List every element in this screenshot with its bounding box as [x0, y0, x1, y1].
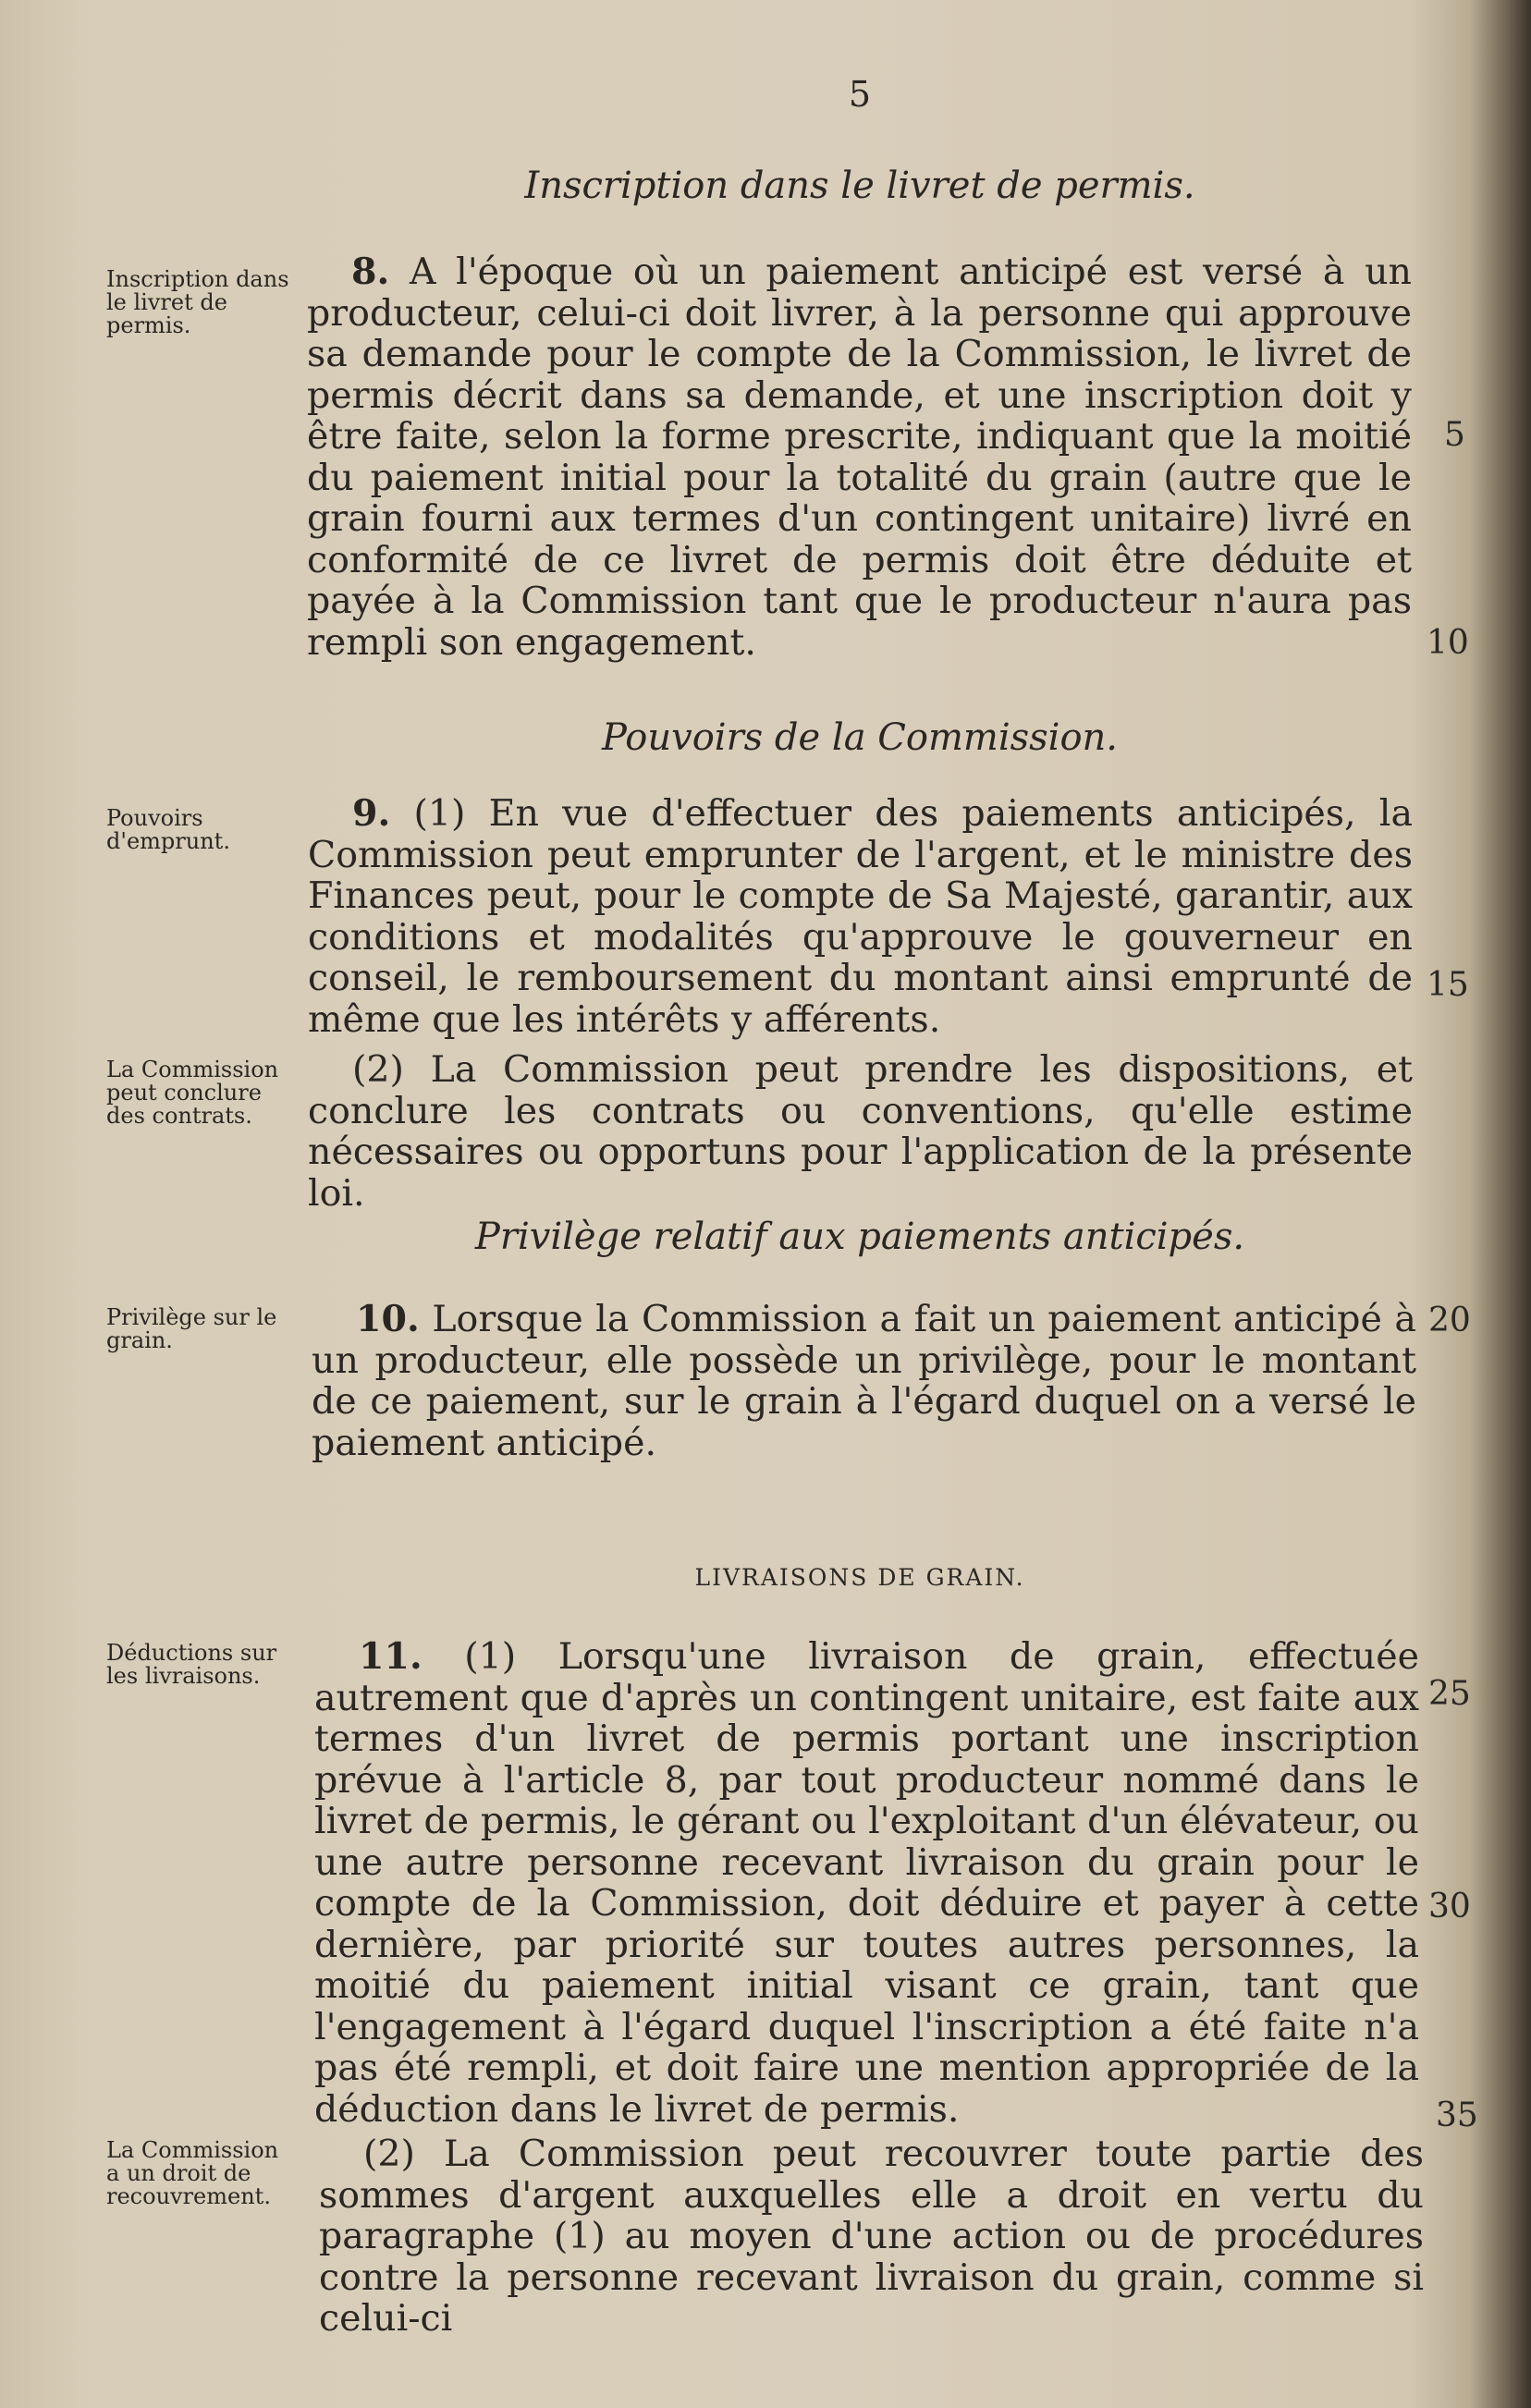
section-11-2: (2) La Commission peut recouvrer toute partie des sommes d'argent auxquelles elle a droit en vertu du paragraphe (1) au moyen d'une action ou de procédures contre la personne recevant livraison du grain, comme si celui-ci: [319, 2133, 1424, 2340]
heading-pouvoirs: Pouvoirs de la Commission.: [601, 716, 1119, 759]
page-number: 5: [848, 74, 872, 115]
section-10-text: Lorsque la Commission a fait un paiement anticipé à un producteur, elle possède un privilège, pour le montant de ce paiement, sur le grain à l'égard duquel on a versé le paiement anticipé.: [312, 1298, 1416, 1464]
section-8-number: 8.: [351, 251, 390, 293]
section-8-text: A l'époque où un paiement anticipé est versé à un producteur, celui-ci doit livrer, à la personne qui approuve sa demande pour le compte de la Commission, le livret de permis décrit dans sa demande, et une inscription doit y être faite, selon la forme prescrite, indiquant que la moitié du paiement initial pour la totalité du grain (autre que le grain fourni aux termes d'un contingent unitaire) livré en conformité de ce livret de permis doit être déduite et payée à la Commission tant que le producteur n'aura pas rempli son engagement.: [307, 251, 1412, 664]
marginal-note-inscription: Inscription dans le livret de permis.: [106, 266, 289, 338]
section-9-1-text: (1) En vue d'effectuer des paiements anticipés, la Commission peut emprunter de l'argent, et le ministre des Finances peut, pour le compte de Sa Majesté, garantir, aux conditions et modalités qu'approuve le gouverneur en conseil, le remboursement du montant ainsi emprunté de même que les intérêts y afférents.: [308, 792, 1413, 1041]
marginal-note-contrats: La Commission peut conclure des contrats.: [106, 1057, 279, 1129]
section-9-number: 9.: [352, 792, 391, 835]
line-number-20: 20: [1428, 1302, 1471, 1339]
heading-inscription: Inscription dans le livret de permis.: [524, 165, 1195, 207]
line-number-35: 35: [1436, 2096, 1478, 2134]
line-number-25: 25: [1428, 1675, 1471, 1713]
line-number-15: 15: [1427, 966, 1469, 1004]
section-9-2: (2) La Commission peut prendre les dispositions, et conclure les contrats ou conventions, qu'elle estime nécessaires ou opportuns pour l'application de la présente loi.: [308, 1048, 1413, 1215]
section-11-1-text: (1) Lorsqu'une livraison de grain, effectuée autrement que d'après un contingent unitaire, est faite aux termes d'un livret de permis portant une inscription prévue à l'article 8, par tout producteur nommé dans le livret de permis, le gérant ou l'exploitant d'un élévateur, ou une autre personne recevant livraison du grain pour le compte de la Commission, doit déduire et payer à cette dernière, par priorité sur toutes autres personnes, la moitié du paiement initial visant ce grain, tant que l'engagement à l'égard duquel l'inscription a été faite n'a pas été rempli, et doit faire une mention appropriée de la déduction dans le livret de permis.: [314, 1635, 1419, 2131]
marginal-note-privilege: Privilège sur le grain.: [106, 1304, 277, 1353]
section-10-number: 10.: [356, 1298, 420, 1340]
line-number-10: 10: [1427, 624, 1469, 662]
heading-livraisons: LIVRAISONS DE GRAIN.: [694, 1564, 1025, 1591]
marginal-note-recouvrement: La Commission a un droit de recouvrement.: [106, 2137, 279, 2209]
section-10: [312, 1299, 1416, 1463]
heading-privilege: Privilège relatif aux paiements anticipés.: [474, 1216, 1245, 1258]
marginal-note-emprunt: Pouvoirs d'emprunt.: [106, 805, 230, 854]
section-11-1: [314, 1636, 1419, 2130]
line-number-30: 30: [1428, 1888, 1471, 1925]
line-number-5: 5: [1444, 416, 1465, 454]
marginal-note-deductions: Déductions sur les livraisons.: [106, 1640, 277, 1689]
section-11-number: 11.: [359, 1635, 423, 1678]
section-9-1: [308, 793, 1413, 1040]
section-8: [307, 251, 1412, 663]
